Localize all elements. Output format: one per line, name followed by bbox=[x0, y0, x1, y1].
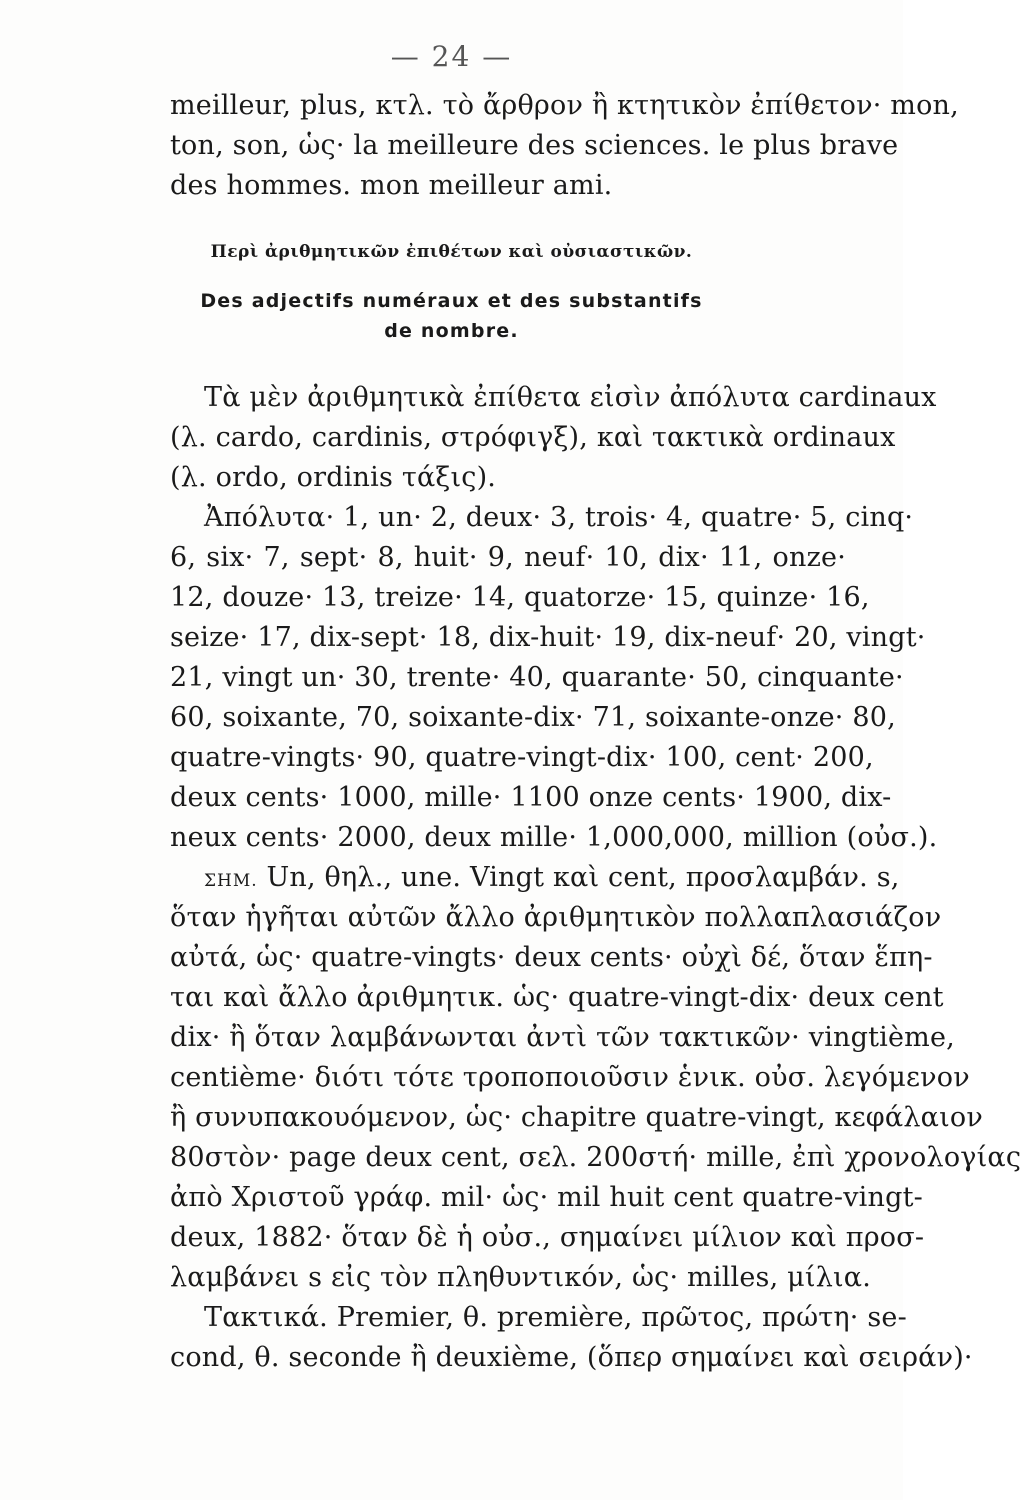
text-line: dix· ἢ ὅταν λαμβάνωνται ἀντὶ τῶν τακτικῶν· vingtième, bbox=[170, 1022, 955, 1053]
text-line: ὅταν ἡγῆται αὐτῶν ἄλλο ἀριθμητικὸν πολλαπλασιάζον bbox=[170, 902, 942, 933]
text-line: deux, 1882· ὅταν δὲ ἡ οὐσ., σημαίνει μίλιον καὶ προσ- bbox=[170, 1222, 925, 1253]
text-line: 6, six· 7, sept· 8, huit· 9, neuf· 10, dix· 11, onze· bbox=[170, 542, 846, 573]
text-line: des hommes. mon meilleur ami. bbox=[170, 170, 613, 201]
text-line: ἢ συνυπακουόμενον, ὡς· chapitre quatre-vingt, κεφάλαιον bbox=[170, 1102, 983, 1133]
text-line: deux cents· 1000, mille· 1100 onze cents· 1900, dix- bbox=[170, 782, 892, 813]
text-line: 21, vingt un· 30, trente· 40, quarante· 50, cinquante· bbox=[170, 662, 904, 693]
note-first-line: Un, θηλ., une. Vingt καὶ cent, προσλαμβάν. s, bbox=[266, 862, 900, 893]
body-text bbox=[170, 378, 1021, 1378]
text-line bbox=[170, 858, 900, 898]
text-line: quatre-vingts· 90, quatre-vingt-dix· 100, cent· 200, bbox=[170, 742, 874, 773]
text-line: λαμβάνει s εἰς τὸν πληθυντικόν, ὡς· milles, μίλια. bbox=[170, 1262, 872, 1293]
text-line: ἀπὸ Χριστοῦ γράφ. mil· ὡς· mil huit cent quatre-vingt- bbox=[170, 1182, 923, 1213]
section-heading-greek: Περὶ ἀριθμητικῶν ἐπιθέτων καὶ οὐσιαστικῶν. bbox=[210, 242, 693, 262]
text-line: meilleur, plus, κτλ. τὸ ἄρθρον ἢ κτητικὸν ἐπίθετον· mon, bbox=[170, 90, 959, 121]
text-line: centième· διότι τότε τροποποιοῦσιν ἑνικ. οὐσ. λεγόμενον bbox=[170, 1062, 970, 1093]
text-line: αὐτά, ὡς· quatre-vingts· deux cents· οὐχὶ δέ, ὅταν ἕπη- bbox=[170, 942, 933, 973]
text-line: seize· 17, dix-sept· 18, dix-huit· 19, dix-neuf· 20, vingt· bbox=[170, 622, 926, 653]
text-line: Ἀπόλυτα· 1, un· 2, deux· 3, trois· 4, quatre· 5, cinq· bbox=[204, 502, 914, 533]
page-number: — 24 — bbox=[390, 40, 513, 73]
heading-french-line: de nombre. bbox=[384, 320, 519, 342]
text-line: (λ. ordo, ordinis τάξις). bbox=[170, 462, 497, 493]
text-line: ton, son, ὡς· la meilleure des sciences. le plus brave bbox=[170, 130, 899, 161]
text-line: cond, θ. seconde ἢ deuxième, (ὅπερ σημαίνει καὶ σειράν)· bbox=[170, 1342, 973, 1373]
note-label: ΣΗΜ. bbox=[204, 871, 258, 891]
text-line: ται καὶ ἄλλο ἀριθμητικ. ὡς· quatre-vingt-dix· deux cent bbox=[170, 982, 944, 1013]
text-line: Τὰ μὲν ἀριθμητικὰ ἐπίθετα εἰσὶν ἀπόλυτα cardinaux bbox=[204, 382, 937, 413]
text-line: 60, soixante, 70, soixante-dix· 71, soixante-onze· 80, bbox=[170, 702, 896, 733]
heading-french-line: Des adjectifs numéraux et des substantifs bbox=[200, 290, 703, 312]
text-line: neux cents· 2000, deux mille· 1,000,000, million (οὐσ.). bbox=[170, 822, 938, 853]
text-line: Τακτικά. Premier, θ. première, πρῶτος, πρώτη· se- bbox=[204, 1302, 907, 1333]
paragraph-meilleur bbox=[170, 86, 959, 206]
text-line: (λ. cardo, cardinis, στρόφιγξ), καὶ τακτικὰ ordinaux bbox=[170, 422, 896, 453]
text-line: 80στὸν· page deux cent, σελ. 200στή· mille, ἐπὶ χρονολογίας bbox=[170, 1142, 1021, 1173]
section-heading-french bbox=[0, 286, 903, 346]
text-line: 12, douze· 13, treize· 14, quatorze· 15, quinze· 16, bbox=[170, 582, 870, 613]
